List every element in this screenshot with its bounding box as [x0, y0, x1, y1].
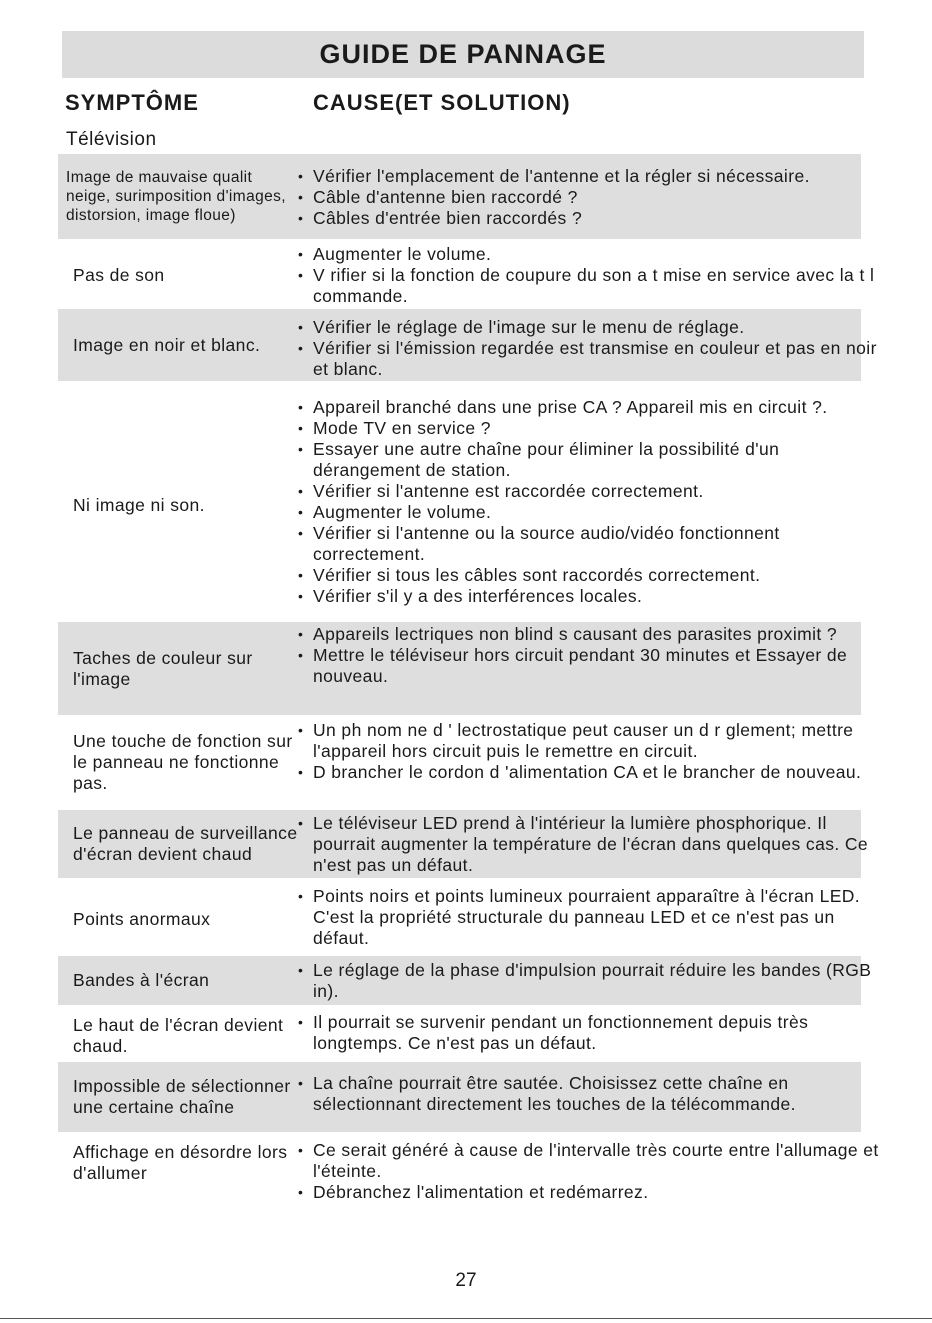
symptom-text: Affichage en désordre lors d'allumer	[73, 1142, 288, 1183]
cause-list	[296, 1012, 881, 1054]
cause-item: • Vérifier s'il y a des interférences locales.	[296, 586, 881, 607]
cause-item: • Appareils lectriques non blind s causant des parasites proximit ?	[296, 624, 881, 645]
table-row	[58, 810, 869, 878]
cause-list	[296, 397, 881, 607]
cause-list	[296, 624, 881, 687]
cause-list	[296, 317, 881, 380]
cause-item: • Câbles d'entrée bien raccordés ?	[296, 208, 881, 229]
table-row	[58, 154, 861, 239]
symptom-column-header: SYMPTÔME	[65, 90, 199, 115]
cause-item: • Le téléviseur LED prend à l'intérieur la lumière phosphorique. Il pourrait augmenter la température de l'écran dans quelques cas. Ce n'est pas un défaut.	[296, 813, 881, 876]
symptom-text: Impossible de sélectionner une certaine chaîne	[73, 1076, 291, 1117]
cause-item: • Points noirs et points lumineux pourraient apparaître à l'écran LED. C'est la propriété structurale du panneau LED et ce n'est pas un défaut.	[296, 886, 881, 949]
symptom-text: Image en noir et blanc.	[73, 334, 261, 355]
symptom-text: Points anormaux	[73, 908, 211, 929]
table-row	[58, 242, 875, 308]
cause-item: • Vérifier le réglage de l'image sur le menu de réglage.	[296, 317, 881, 338]
cause-list	[296, 244, 881, 307]
cause-item: • Mettre le téléviseur hors circuit pendant 30 minutes et Essayer de nouveau.	[296, 645, 881, 687]
table-row	[58, 1062, 861, 1132]
cause-item: • Appareil branché dans une prise CA ? Appareil mis en circuit ?.	[296, 397, 881, 418]
symptom-text: Ni image ni son.	[73, 494, 205, 515]
table-row	[58, 884, 861, 954]
section-heading: Télévision	[66, 129, 157, 150]
symptom-text: Une touche de fonction sur le panneau ne fonctionne pas.	[73, 730, 293, 793]
cause-item: • Vérifier si l'antenne ou la source audio/vidéo fonctionnent correctement.	[296, 523, 881, 565]
symptom-text: Le haut de l'écran devient chaud.	[73, 1014, 284, 1056]
cause-item: • Débranchez l'alimentation et redémarrez.	[296, 1182, 881, 1203]
page-number: 27	[455, 1270, 477, 1291]
cause-item: • Il pourrait se survenir pendant un fonctionnement depuis très longtemps. Ce n'est pas un défaut.	[296, 1012, 881, 1054]
table-row	[58, 309, 877, 381]
table-row	[58, 956, 872, 1005]
cause-list	[296, 886, 881, 949]
cause-item: • Ce serait généré à cause de l'intervalle très courte entre l'allumage et l'éteinte.	[296, 1140, 881, 1182]
symptom-text: Bandes à l'écran	[73, 970, 210, 990]
cause-item: • Vérifier l'emplacement de l'antenne et la régler si nécessaire.	[296, 166, 881, 187]
cause-item: • Vérifier si l'émission regardée est transmise en couleur et pas en noir et blanc.	[296, 338, 881, 380]
cause-item: • La chaîne pourrait être sautée. Choisissez cette chaîne en sélectionnant directement les touches de la télécommande.	[296, 1073, 881, 1115]
table-row	[58, 717, 861, 807]
table-row	[58, 1011, 861, 1060]
bottom-rule	[0, 1318, 932, 1319]
symptom-text: Pas de son	[73, 264, 165, 285]
cause-list	[296, 1140, 881, 1203]
cause-list	[296, 960, 881, 1002]
cause-column-header: CAUSE(ET SOLUTION)	[313, 90, 571, 115]
symptom-text: Taches de couleur sur l'image	[73, 647, 253, 689]
cause-item: • Augmenter le volume.	[296, 244, 881, 265]
cause-item: • Essayer une autre chaîne pour éliminer la possibilité d'un dérangement de station.	[296, 439, 881, 481]
page-title: GUIDE DE PANNAGE	[62, 31, 864, 78]
table-row	[58, 395, 861, 615]
cause-list	[296, 1073, 881, 1115]
table-row	[58, 1138, 879, 1210]
cause-list	[296, 720, 881, 783]
cause-item: • Le réglage de la phase d'impulsion pourrait réduire les bandes (RGB in).	[296, 960, 881, 1002]
cause-item: • Vérifier si tous les câbles sont raccordés correctement.	[296, 565, 881, 586]
table-row	[58, 622, 861, 715]
symptom-text: Image de mauvaise qualit neige, surimposition d'images, distorsion, image floue)	[66, 169, 287, 224]
cause-list	[296, 813, 881, 876]
cause-item: • V rifier si la fonction de coupure du son a t mise en service avec la t l commande.	[296, 265, 881, 307]
cause-item: • Câble d'antenne bien raccordé ?	[296, 187, 881, 208]
cause-item: • D brancher le cordon d 'alimentation CA et le brancher de nouveau.	[296, 762, 881, 783]
cause-item: • Augmenter le volume.	[296, 502, 881, 523]
cause-item: • Un ph nom ne d ' lectrostatique peut causer un d r glement; mettre l'appareil hors circuit puis le remettre en circuit.	[296, 720, 881, 762]
cause-item: • Mode TV en service ?	[296, 418, 881, 439]
cause-list	[296, 166, 881, 229]
cause-item: • Vérifier si l'antenne est raccordée correctement.	[296, 481, 881, 502]
symptom-text: Le panneau de surveillance d'écran devient chaud	[73, 823, 298, 864]
